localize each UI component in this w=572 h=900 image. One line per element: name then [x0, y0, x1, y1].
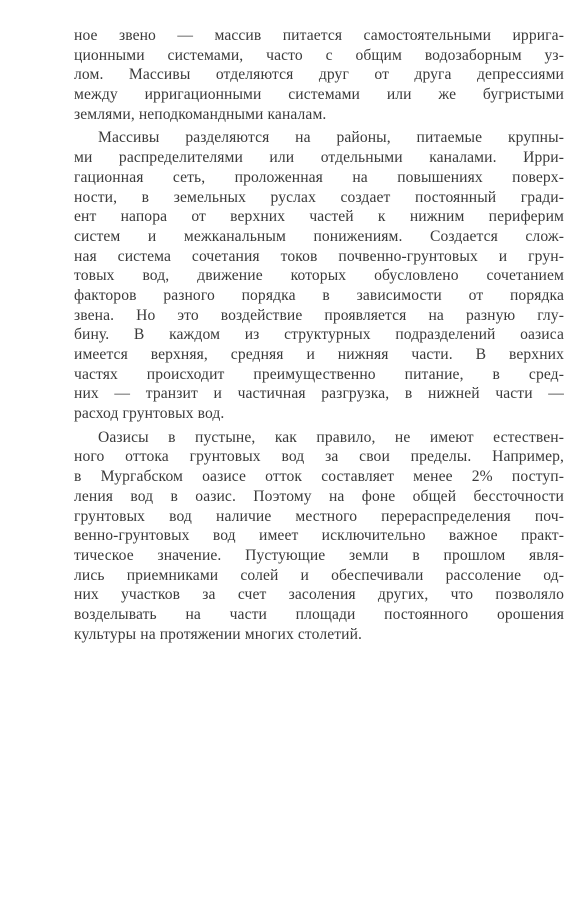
text-line: них — транзит и частичная разгрузка, в нижней части — — [74, 385, 564, 403]
text-line: ционными системами, часто с общим водозаборным уз- — [74, 46, 564, 64]
text-line: ности, в земельных руслах создает постоянный гради- — [74, 188, 564, 206]
text-line: ми распределителями или отдельными каналами. Ирри- — [74, 149, 564, 167]
text-line: факторов разного порядка в зависимости от порядка — [74, 286, 564, 304]
text-line: систем и межканальным понижениям. Создается слож- — [74, 227, 564, 245]
text-line: ного оттока грунтовых вод за свои пределы. Например, — [74, 448, 564, 466]
text-line: имеется верхняя, средняя и нижняя части. В верхних — [74, 346, 564, 363]
paragraph-1 — [74, 26, 564, 124]
text-line: бину. В каждом из структурных подразделений оазиса — [74, 326, 564, 344]
text-line: ное звено — массив питается самостоятельными ирригa- — [74, 27, 564, 44]
text-line: ная система сочетания токов почвенно-грунтовых и грун- — [74, 247, 564, 265]
text-line: ент напора от верхних частей к нижним периферим — [74, 208, 564, 226]
text-line: частях происходит преимущественно питание, в сред- — [74, 365, 564, 383]
text-line: Оазисы в пустыне, как правило, не имеют естествен- — [98, 428, 564, 446]
text-line: лом. Массивы отделяются друг от друга депрессиями — [74, 66, 564, 84]
text-line: землями, неподкомандными каналам. — [74, 105, 327, 123]
paragraph-2 — [74, 128, 564, 423]
text-line: ления вод в оазис. Поэтому на фоне общей бессточности — [74, 487, 564, 505]
text-line: гационная сеть, проложенная на повышениях поверх- — [74, 168, 564, 186]
text-line: возделывать на части площади постоянного орошения — [74, 605, 564, 623]
body-text — [74, 26, 564, 644]
text-line: культуры на протяжении многих столетий. — [74, 625, 363, 643]
text-line: венно-грунтовых вод имеет исключительно важное практ- — [74, 527, 564, 545]
text-line: расход грунтовых вод. — [74, 405, 225, 423]
paragraph-3 — [74, 428, 564, 645]
text-line: звена. Но это воздействие проявляется на разную глу- — [74, 306, 564, 324]
text-line: грунтовых вод наличие местного перераспределения поч- — [74, 507, 564, 525]
text-line: в Мургабском оазисе отток составляет менее 2% поступ- — [74, 468, 564, 486]
text-line: тическое значение. Пустующие земли в прошлом явля- — [74, 546, 564, 564]
text-line: между ирригационными системами или же бугристыми — [74, 86, 564, 104]
text-line: них участков за счет засоления других, что позволяло — [74, 586, 564, 604]
text-line: лись приемниками солей и обеспечивали рассоление од- — [74, 566, 564, 584]
text-line: товых вод, движение которых обусловлено сочетанием — [74, 267, 564, 285]
text-line: Массивы разделяются на районы, питаемые крупны- — [98, 129, 564, 147]
